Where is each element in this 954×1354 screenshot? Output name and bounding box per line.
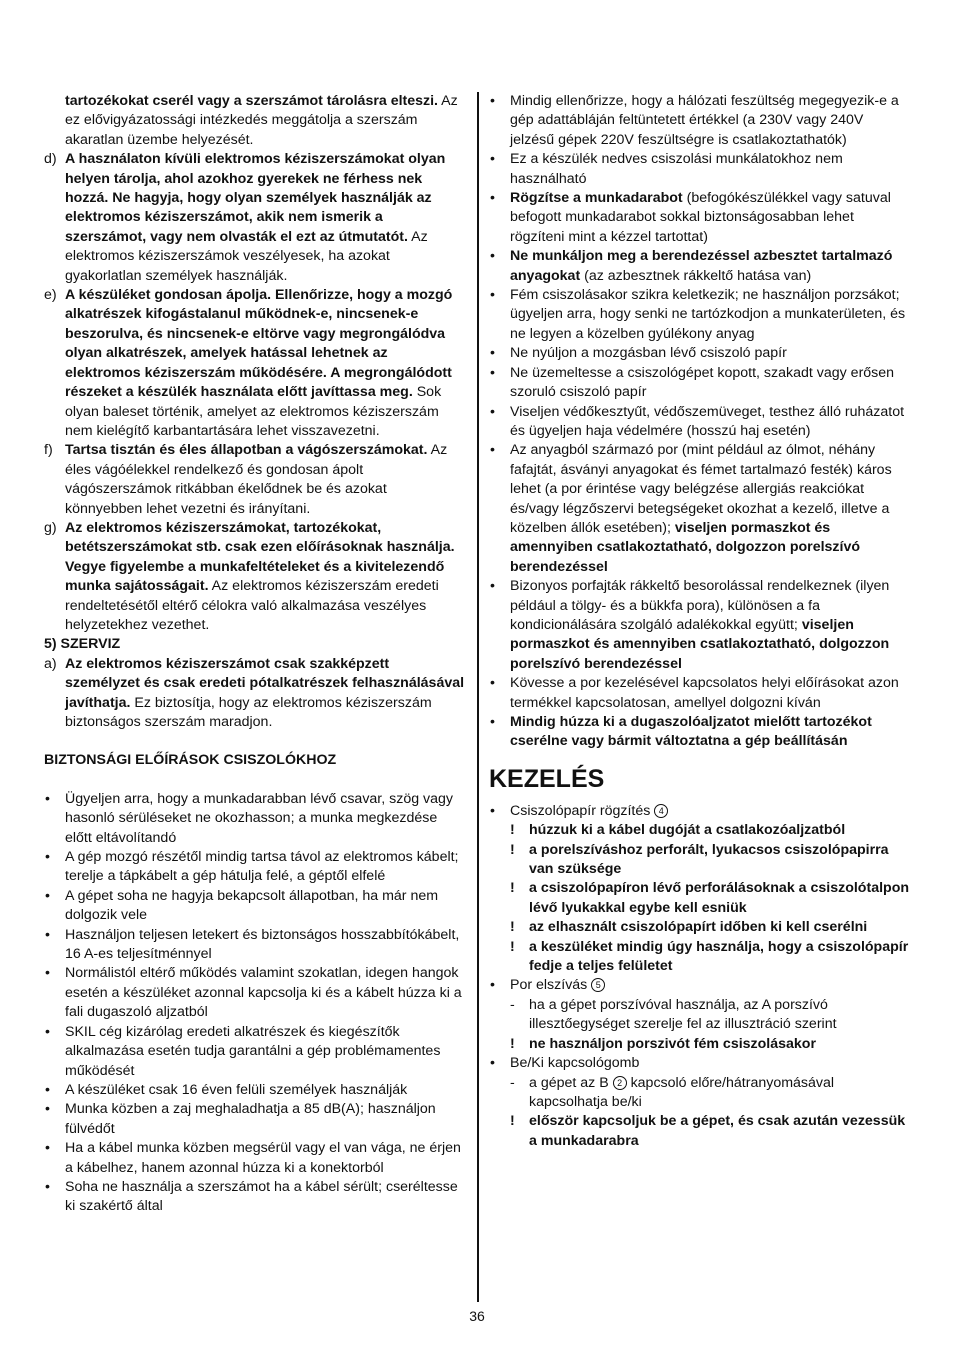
- list-item: • Por elszívás 5: [489, 976, 911, 995]
- list-item: • Rögzítse a munkadarabot (befogókészülékkel vagy satuval befogott munkadarabot sokkal biztonságosabban lehet rögzíteni mint a kézzel tartottat): [490, 190, 891, 245]
- list-item: - ha a gépet porszívóval használja, az A porszívó illesztőegységet szerelje fel az illusztráció szerint: [510, 996, 837, 1033]
- list-item: • Bizonyos porfajták rákkeltő besorolással rendelkeznek (ilyen például a tölgy- és a bükkfa pora), különösen a fa kondicionálására szolgáló adalékokkal együtt; viseljen pormaszkot és amennyiben csatlakoztatható, dolgozzon porelszívó berendezéssel: [490, 578, 890, 672]
- column-divider: [477, 92, 479, 1302]
- list-item: • Ne munkáljon meg a berendezéssel azbesztet tartalmazó anyagokat (az azbesztnek rákkeltő hatása van): [490, 248, 893, 284]
- list-item: - a gépet az B 2 kapcsoló előre/hátranyomásával kapcsolhatja be/ki: [510, 1074, 835, 1110]
- item-e: e) A készüléket gondosan ápolja. Ellenőrizze, hogy a mozgó alkatrészek kifogástalanul működnek-e, nincsenek-e beszorulva, és nincsenek-e eltörve vagy megrongálódva olyan alkatrészek, amelyek hatással lehetnek az elektromos kéziszerszám működésére. A megrongálódott részeket a készülék használata előtt javíttassa meg. Sok olyan baleset történik, amelyet az elektromos kéziszerszám nem kielégítő karbantartására lehet visszavezetni.: [44, 287, 453, 439]
- kezeles-heading: KEZELÉS: [489, 764, 605, 793]
- list-item: ! ne használjon porszivót fém csiszolásakor: [510, 1035, 816, 1052]
- section-5-heading: 5) SZERVIZ: [44, 636, 121, 653]
- list-item: • Mindig ellenőrizze, hogy a hálózati feszültség megegyezik-e a gép adattábláján feltüntetett értékkel (a 230V vagy 240V jelzésű gépek 220V feszültségre is csatlakoztathatók): [490, 93, 899, 148]
- list-item: ! először kapcsoljuk be a gépet, és csak azután vezessük a munkadarabra: [510, 1113, 906, 1149]
- figure-ref-5: 5: [591, 978, 605, 992]
- page-number: 36: [469, 1308, 485, 1324]
- intro-paragraph: tartozékokat cserél vagy a szerszámot tárolásra elteszi. Az ez elővigyázatossági intézkedés meggátolja a szerszám akaratlan üzembe helyezését.: [65, 93, 458, 148]
- safety-bullet-list: [44, 790, 466, 1217]
- safety-heading: BIZTONSÁGI ELŐÍRÁSOK CSISZOLÓKHOZ: [44, 752, 337, 769]
- list-item: • Ne üzemeltesse a csiszológépet kopott, szakadt vagy erősen szoruló csiszoló papír: [490, 364, 895, 401]
- item-d: d) A használaton kívüli elektromos kéziszerszámokat olyan helyen tárolja, ahol azokhoz gyerekek ne férhess nek hozzá. Ne hagyja, hogy olyan személyek használják az elektromos kéziszerszámot, akik nem ismerik a szerszámot, vagy nem olvasták el ezt az útmutatót. Az elektromos kéziszerszámok veszélyesek, ha azokat gyakorlatlan személyek használják.: [44, 151, 446, 284]
- list-item: • A készüléket csak 16 éven felüli személyek használják: [45, 1081, 408, 1098]
- list-item: ! húzzuk ki a kábel dugóját a csatlakozóaljzatból: [510, 822, 846, 839]
- list-item: • Az anyagból származó por (mint például az ólmot, néhány fafajtát, ásványi anyagokat és fémet tartalmazó festék) káros lehet (a por érintése vagy belégzése allergiás reakciókat és/vagy légzőszervi betegségeket okozhat a kezelő, illetve a közelben állók esetében); viseljen pormaszkot és amennyiben csatlakoztatható, dolgozzon porelszívó berendezéssel: [490, 442, 892, 575]
- list-item: • A gépet soha ne hagyja bekapcsolt állapotban, ha már nem dolgozik vele: [45, 887, 439, 924]
- left-column: [44, 92, 466, 1217]
- right-column: [489, 92, 911, 1151]
- list-item: • Ügyeljen arra, hogy a munkadarabban lévő csavar, szög vagy hasonló sérüléseket ne okozhasson; a munka megkezdése előtt eltávolítandó: [45, 790, 454, 846]
- list-item: • Ne nyúljon a mozgásban lévő csiszoló papír: [490, 345, 787, 362]
- list-item: • Kövesse a por kezelésével kapcsolatos helyi előírásokat azon termékkel kapcsolatosan, amellyel dolgozni kíván: [490, 675, 899, 711]
- list-item: ! az elhasznált csiszolópapírt időben ki kell cserélni: [510, 919, 868, 936]
- list-item: • Fém csiszolásakor szikra keletkezik; ne használjon porzsákot; ügyeljen arra, hogy senki ne tartózkodjon a munkaterületen, és ne legyen a közelben gyúlékony anyag: [490, 287, 906, 342]
- list-item: • Mindig húzza ki a dugaszolóaljzatot mielőtt tartozékot cserélne vagy bármit változtatna a gép beállításán: [490, 714, 872, 750]
- figure-ref-4: 4: [654, 804, 668, 818]
- list-item: • Soha ne használja a szerszámot ha a kábel sérült; cseréltesse ki szakértő által: [45, 1178, 458, 1215]
- list-item: • Munka közben a zaj meghaladhatja a 85 dB(A); használjon fülvédőt: [45, 1101, 436, 1137]
- item-g: g) Az elektromos kéziszerszámokat, tartozékokat, betétszerszámokat stb. csak ezen előírásoknak használja. Vegye figyelembe a munkafeltételeket és a kivitelezendő munka sajátosságait. Az elektromos kéziszerszám eredeti rendeltetésétől eltérő célokra való alkalmazása veszélyes helyzetekhez vezethet.: [44, 519, 455, 633]
- item-a: a) Az elektromos kéziszerszámot csak szakképzett személyzet és csak eredeti pótalkatrészek felhasználásával javíthatja. Ez biztosítja, hogy az elektromos kéziszerszám biztonságos szerszám maradjon.: [44, 655, 465, 730]
- list-item: ! a porelszíváshoz perforált, lyukacsos csiszolópapirra van szüksége: [510, 841, 889, 878]
- sandpaper-warning-list: [489, 821, 911, 976]
- list-item: • Viseljen védőkesztyűt, védőszemüveget, testhez álló ruházatot és ügyeljen haja védelmére (hosszú haj esetén): [490, 403, 905, 439]
- list-item: • Be/Ki kapcsológomb: [490, 1055, 640, 1072]
- list-item: • Ez a készülék nedves csiszolási munkálatokhoz nem használható: [490, 151, 843, 187]
- list-item: • Ha a kábel munka közben megsérül vagy el van vága, ne érjen a kábelhez, hanem azonnal húzza ki a konektorból: [45, 1140, 461, 1176]
- list-item: • Csiszolópapír rögzítés 4: [489, 802, 911, 821]
- list-item: • Normálistól eltérő működés valamint szokatlan, idegen hangok esetén a készüléket azonnal kapcsolja ki és a kábelt húzza ki a fali dugaszoló aljzatból: [45, 965, 462, 1021]
- list-item: • SKIL cég kizárólag eredeti alkatrészek és kiegészítők alkalmazása esetén tudja garantálni a gép problémamentes működését: [45, 1023, 441, 1079]
- list-item: ! a csiszolópapíron lévő perforálásoknak a csiszolótalpon lévő lyukakkal egybe kell esniük: [510, 880, 910, 916]
- list-item: ! a keszüléket mindig úgy használja, hogy a csiszolópapír fedje a teljes felületet: [510, 938, 909, 975]
- list-item: • A gép mozgó részétől mindig tartsa távol az elektromos kábelt; terelje a tápkábelt a gép hátulja felé, a géptől elfelé: [45, 849, 459, 885]
- item-f: f) Tartsa tisztán és éles állapotban a vágószerszámokat. Az éles vágóélekkel rendelkező és gondosan ápolt vágószerszámok ritkábban ékelődnek be és azokat könnyebben lehet vezetni és irányítani.: [44, 442, 448, 517]
- figure-ref-2: 2: [613, 1076, 627, 1090]
- list-item: • Használjon teljesen letekert és biztonságos hosszabbítókábelt, 16 A-es teljesítménnyel: [45, 926, 460, 963]
